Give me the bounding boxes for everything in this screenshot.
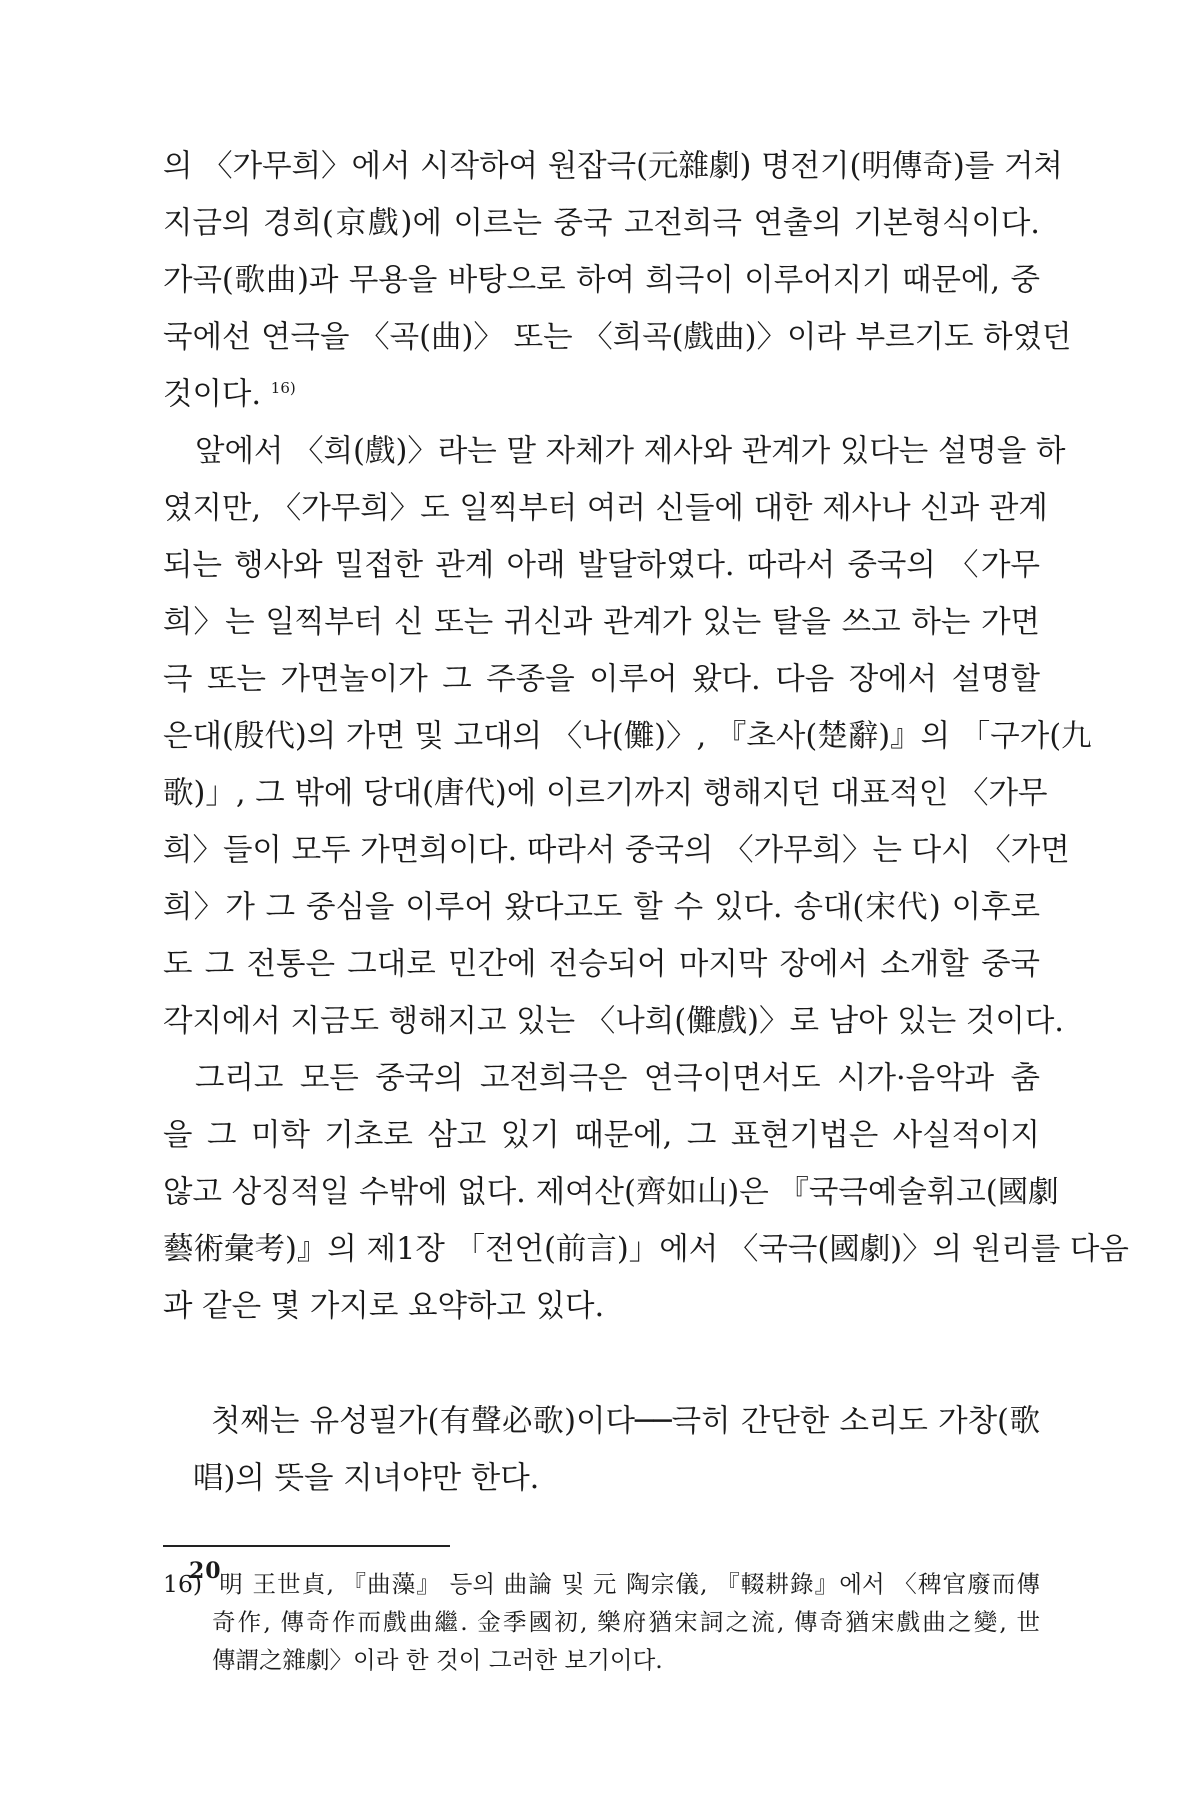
text-line: 과 같은 몇 가지로 요약하고 있다.: [163, 1289, 605, 1324]
text-line: 그리고 모든 중국의 고전희극은 연극이면서도 시가·음악과 춤: [195, 1061, 1040, 1096]
text-line: 唱)의 뜻을 지녀야만 한다.: [193, 1461, 540, 1496]
footnote-text: 明 王世貞, 『曲藻』 등의 曲論 및 元 陶宗儀, 『輟耕錄』에서 〈稗官廢而傳: [219, 1570, 1040, 1598]
footnote-number: 16): [163, 1570, 203, 1598]
text-line: 각지에서 지금도 행해지고 있는 〈나희(儺戲)〉로 남아 있는 것이다.: [163, 1004, 1065, 1039]
text-line: 희〉가 그 중심을 이루어 왔다고도 할 수 있다. 송대(宋代) 이후로: [163, 890, 1040, 925]
footnote-reference: 16): [270, 378, 296, 397]
text-line: 않고 상징적일 수밖에 없다. 제여산(齊如山)은 『국극예술휘고(國劇: [163, 1175, 1059, 1210]
text-line: 첫째는 유성필가(有聲必歌)이다──극히 간단한 소리도 가창(歌: [211, 1404, 1040, 1439]
paragraph-2: [163, 423, 1092, 1050]
text-line: 지금의 경희(京戲)에 이르는 중국 고전희극 연출의 기본형식이다.: [163, 206, 1040, 241]
paragraph-1: [163, 138, 1072, 423]
text-line: 歌)」, 그 밖에 당대(唐代)에 이르기까지 행해지던 대표적인 〈가무: [163, 776, 1048, 811]
text-line: 은대(殷代)의 가면 및 고대의 〈나(儺)〉, 『초사(楚辭)』의 「구가(九: [163, 719, 1092, 754]
text-line: 을 그 미학 기초로 삼고 있기 때문에, 그 표현기법은 사실적이지: [163, 1118, 1040, 1153]
section-gap: [163, 1335, 1040, 1393]
text-line: 도 그 전통은 그대로 민간에 전승되어 마지막 장에서 소개할 중국: [163, 947, 1040, 982]
text-line: 되는 행사와 밀접한 관계 아래 발달하였다. 따라서 중국의 〈가무: [163, 548, 1040, 583]
text-line: 국에선 연극을 〈곡(曲)〉 또는 〈희곡(戲曲)〉이라 부르기도 하였던: [163, 320, 1072, 355]
footnote: [163, 1565, 1040, 1679]
quoted-passage: [163, 1393, 1040, 1507]
text-line: 의 〈가무희〉에서 시작하여 원잡극(元雜劇) 명전기(明傳奇)를 거쳐: [163, 149, 1063, 184]
text-line-content: 것이다.: [163, 377, 262, 412]
text-line: 藝術彙考)』의 제1장 「전언(前言)」에서 〈국극(國劇)〉의 원리를 다음: [163, 1232, 1129, 1267]
footnote-line: 奇作, 傳奇作而戲曲繼. 金季國初, 樂府猶宋詞之流, 傳奇猶宋戲曲之變, 世: [212, 1608, 1040, 1636]
text-line: 희〉는 일찍부터 신 또는 귀신과 관계가 있는 탈을 쓰고 하는 가면: [163, 605, 1040, 640]
page-number: 20: [189, 1558, 222, 1584]
text-line: 였지만, 〈가무희〉도 일찍부터 여러 신들에 대한 제사나 신과 관계: [163, 491, 1048, 526]
text-line: 가곡(歌曲)과 무용을 바탕으로 하여 희극이 이루어지기 때문에, 중: [163, 263, 1040, 298]
text-line: 앞에서 〈희(戲)〉라는 말 자체가 제사와 관계가 있다는 설명을 하: [195, 434, 1066, 469]
text-line: [163, 366, 1040, 423]
paragraph-3: [163, 1050, 1129, 1335]
footnote-line: 傳謂之雜劇〉이라 한 것이 그러한 보기이다.: [212, 1646, 663, 1674]
text-line: 극 또는 가면놀이가 그 주종을 이루어 왔다. 다음 장에서 설명할: [163, 662, 1040, 697]
footnote-divider: [163, 1545, 450, 1547]
footnote-line: [163, 1565, 1040, 1603]
text-line: 희〉들이 모두 가면희이다. 따라서 중국의 〈가무희〉는 다시 〈가면: [163, 833, 1070, 868]
